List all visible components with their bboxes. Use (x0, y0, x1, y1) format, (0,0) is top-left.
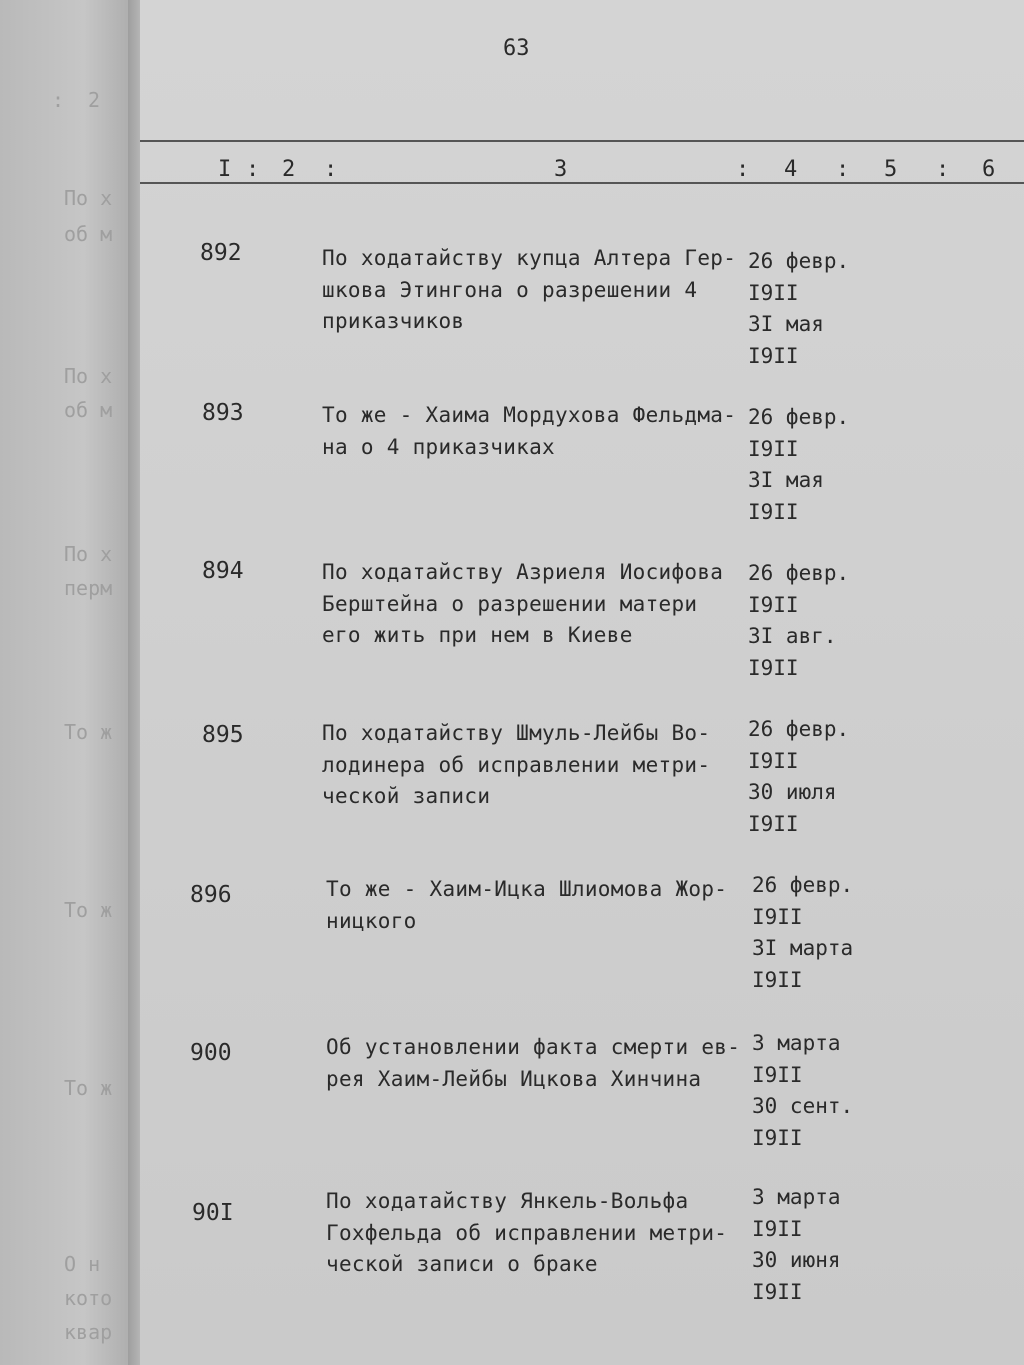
left-page-fragment: об м (64, 398, 113, 422)
entry-description (322, 243, 752, 338)
entry-description (326, 1186, 756, 1281)
entry-dates (748, 714, 878, 840)
column-separator: : (324, 157, 338, 182)
description-line: Гохфельда об исправлении метри- (326, 1220, 728, 1245)
entry-number: 90I (192, 1200, 234, 1226)
entry-description (326, 874, 756, 937)
entry-description (322, 400, 752, 463)
description-line: приказчиков (322, 309, 465, 333)
description-line: Берштейна о разрешении матери (322, 591, 698, 616)
date-line: 3I мая (748, 468, 824, 492)
description-line: шкова Этингона о разрешении 4 (322, 277, 698, 302)
date-line: I9II (752, 1279, 803, 1304)
date-line: I9II (748, 280, 799, 305)
entry-dates (752, 1182, 882, 1308)
column-separator: : (246, 157, 260, 182)
date-line: I9II (752, 967, 803, 992)
entry-description (322, 557, 752, 652)
entry-dates (752, 1028, 882, 1154)
description-line: По ходатайству Янкель-Вольфа (326, 1189, 689, 1213)
left-page-fragment: То ж (64, 898, 113, 922)
date-line: I9II (752, 1125, 803, 1150)
date-line: 26 февр. (752, 873, 854, 897)
left-page-fragment: По х (64, 186, 113, 210)
column-separator: : (936, 157, 950, 182)
date-line: 26 февр. (748, 717, 850, 741)
date-line: 30 июня (752, 1248, 841, 1272)
description-line: По ходатайству Азриеля Иосифова (322, 560, 724, 584)
left-page-fragment: об м (64, 222, 113, 246)
left-page (0, 0, 140, 1365)
left-page-fragment: То ж (64, 1076, 113, 1100)
entry-number: 895 (202, 722, 244, 748)
date-line: 3I авг. (748, 624, 837, 648)
left-page-fragment: : (52, 88, 65, 112)
entry-number: 894 (202, 558, 244, 584)
description-line: То же - Хаима Мордухова Фельдма- (322, 403, 737, 427)
date-line: I9II (752, 1216, 803, 1241)
description-line: ческой записи о браке (326, 1252, 598, 1276)
date-line: 30 июля (748, 780, 837, 804)
date-line: I9II (748, 343, 799, 368)
entry-dates (748, 558, 878, 684)
column-header-3: 3 (554, 157, 568, 182)
entry-number: 896 (190, 882, 232, 908)
right-page (140, 0, 1024, 1365)
date-line: I9II (748, 436, 799, 461)
description-line: рея Хаим-Лейбы Ицкова Хинчина (326, 1066, 702, 1091)
entry-number: 900 (190, 1040, 232, 1066)
entry-description (322, 718, 752, 813)
date-line: I9II (748, 655, 799, 680)
entry-description (326, 1032, 756, 1095)
description-line: его жить при нем в Киеве (322, 623, 633, 647)
description-line: По ходатайству Шмуль-Лейбы Во- (322, 721, 711, 745)
date-line: 26 февр. (748, 561, 850, 585)
description-line: ческой записи (322, 784, 491, 808)
column-header-5: 5 (884, 157, 898, 182)
header-bottom-rule (140, 182, 1024, 184)
date-line: 3I мая (748, 312, 824, 336)
column-header-6: 6 (982, 157, 996, 182)
date-line: I9II (748, 811, 799, 836)
header-top-rule (140, 140, 1024, 142)
date-line: I9II (748, 499, 799, 524)
left-page-fragment: По х (64, 364, 113, 388)
column-header-2: 2 (282, 157, 296, 182)
column-header-4: 4 (784, 157, 798, 182)
description-line: лодинера об исправлении метри- (322, 752, 711, 777)
description-line: Об установлении факта смерти ев- (326, 1035, 741, 1059)
entry-number: 893 (202, 400, 244, 426)
entry-dates (752, 870, 882, 996)
column-separator: : (736, 157, 750, 182)
left-page-fragment: перм (64, 576, 113, 600)
date-line: I9II (752, 904, 803, 929)
date-line: 3 марта (752, 1185, 841, 1209)
description-line: То же - Хаим-Ицка Шлиомова Жор- (326, 877, 728, 901)
column-separator: : (836, 157, 850, 182)
column-header-1: I (218, 157, 232, 182)
left-page-fragment: То ж (64, 720, 113, 744)
left-page-fragment: О н (64, 1252, 101, 1276)
description-line: По ходатайству купца Алтера Гер- (322, 246, 737, 270)
left-page-fragment: 2 (88, 88, 101, 112)
entry-number: 892 (200, 240, 242, 266)
description-line: ницкого (326, 908, 417, 933)
date-line: 26 февр. (748, 249, 850, 273)
date-line: 30 сент. (752, 1094, 854, 1118)
left-page-fragment: квар (64, 1320, 113, 1344)
date-line: 3I марта (752, 936, 854, 960)
entry-dates (748, 246, 878, 372)
entry-dates (748, 402, 878, 528)
date-line: I9II (748, 748, 799, 773)
description-line: на о 4 приказчиках (322, 434, 555, 459)
date-line: 3 марта (752, 1031, 841, 1055)
left-page-fragment: кото (64, 1286, 113, 1310)
date-line: I9II (752, 1062, 803, 1087)
left-page-fragment: По х (64, 542, 113, 566)
date-line: 26 февр. (748, 405, 850, 429)
date-line: I9II (748, 592, 799, 617)
page-number: 63 (503, 36, 530, 61)
